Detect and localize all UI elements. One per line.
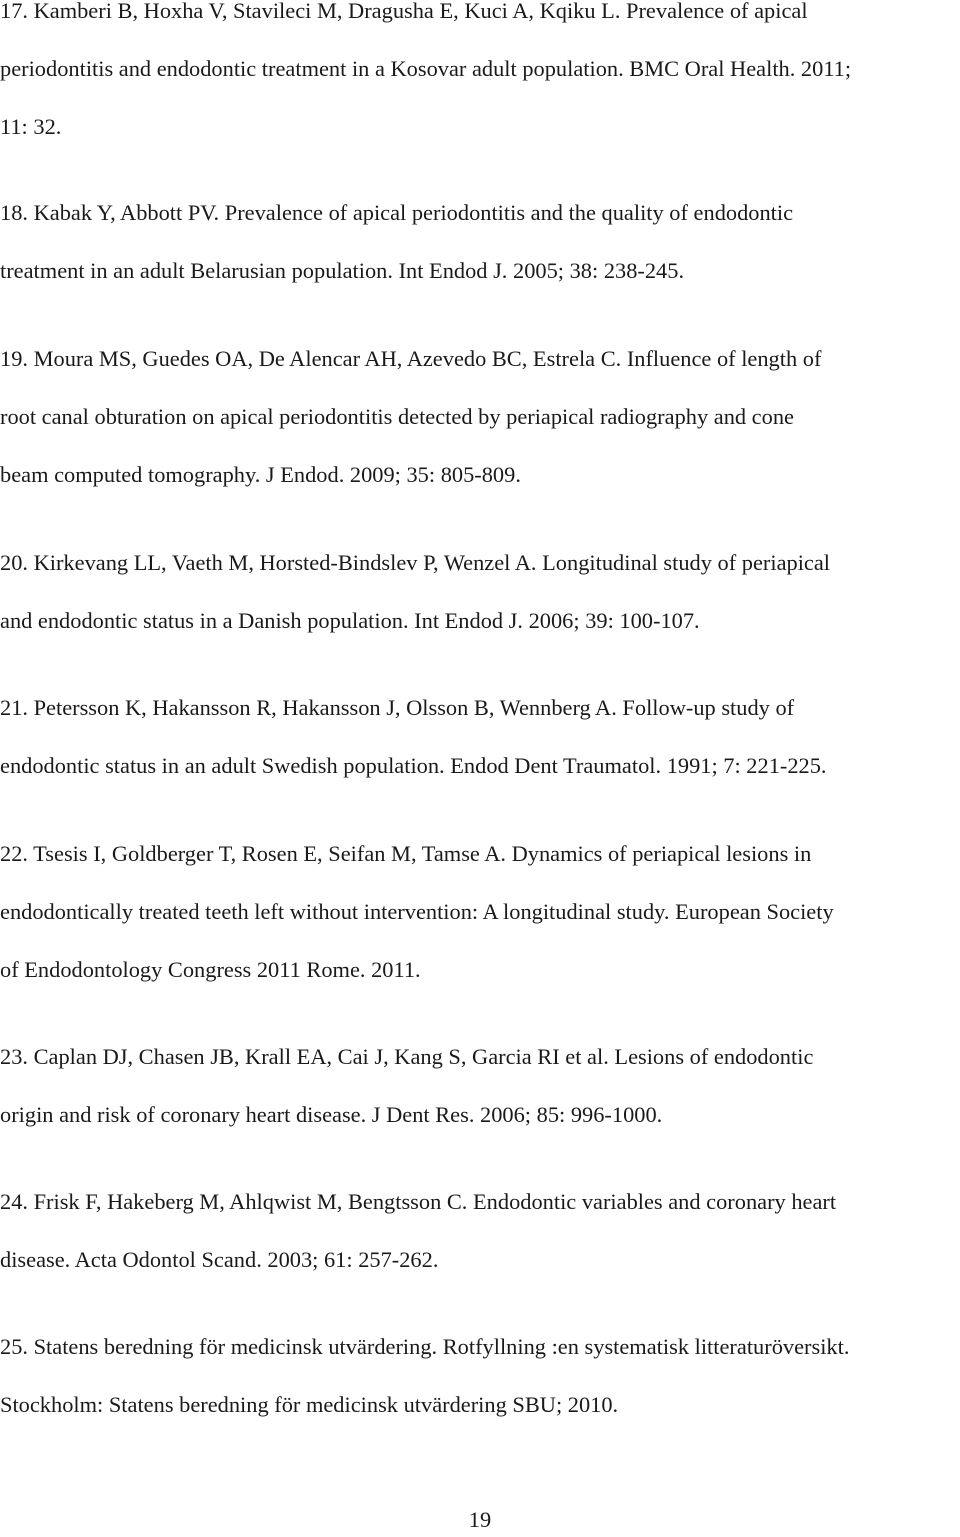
reference-line: 24. Frisk F, Hakeberg M, Ahlqwist M, Bengtsson C. Endodontic variables and coronary heart — [0, 1189, 837, 1214]
reference-17 — [0, 0, 960, 156]
reference-line: root canal obturation on apical periodontitis detected by periapical radiography and cone — [0, 404, 794, 429]
reference-20 — [0, 534, 960, 650]
reference-line: 17. Kamberi B, Hoxha V, Stavileci M, Dragusha E, Kuci A, Kqiku L. Prevalence of apical — [0, 0, 808, 23]
reference-line: 11: 32. — [0, 114, 62, 139]
reference-line: 22. Tsesis I, Goldberger T, Rosen E, Seifan M, Tamse A. Dynamics of periapical lesions in — [0, 841, 812, 866]
reference-line: endodontically treated teeth left without intervention: A longitudinal study. European Society — [0, 899, 834, 924]
reference-line: Stockholm: Statens beredning för medicinsk utvärdering SBU; 2010. — [0, 1392, 619, 1417]
reference-line: endodontic status in an adult Swedish population. Endod Dent Traumatol. 1991; 7: 221-225. — [0, 753, 827, 778]
reference-line: 23. Caplan DJ, Chasen JB, Krall EA, Cai J, Kang S, Garcia RI et al. Lesions of endodontic — [0, 1044, 814, 1069]
reference-19 — [0, 330, 960, 504]
reference-line: 25. Statens beredning för medicinsk utvärdering. Rotfyllning :en systematisk litteraturöversikt. — [0, 1334, 850, 1359]
reference-line: treatment in an adult Belarusian population. Int Endod J. 2005; 38: 238-245. — [0, 258, 685, 283]
reference-18 — [0, 184, 960, 300]
reference-line: disease. Acta Odontol Scand. 2003; 61: 257-262. — [0, 1247, 439, 1272]
reference-25 — [0, 1318, 960, 1434]
reference-23 — [0, 1028, 960, 1144]
reference-line: 18. Kabak Y, Abbott PV. Prevalence of apical periodontitis and the quality of endodontic — [0, 200, 794, 225]
reference-22 — [0, 825, 960, 999]
reference-line: 21. Petersson K, Hakansson R, Hakansson J, Olsson B, Wennberg A. Follow-up study of — [0, 695, 795, 720]
page-number: 19 — [468, 1507, 492, 1532]
reference-line: 20. Kirkevang LL, Vaeth M, Horsted-Bindslev P, Wenzel A. Longitudinal study of periapical — [0, 550, 831, 575]
reference-24 — [0, 1173, 960, 1289]
reference-line: beam computed tomography. J Endod. 2009; 35: 805-809. — [0, 462, 521, 487]
reference-line: periodontitis and endodontic treatment in a Kosovar adult population. BMC Oral Health. 2011; — [0, 56, 852, 81]
reference-21 — [0, 679, 960, 795]
reference-line: of Endodontology Congress 2011 Rome. 2011. — [0, 957, 421, 982]
reference-line: origin and risk of coronary heart disease. J Dent Res. 2006; 85: 996-1000. — [0, 1102, 663, 1127]
reference-line: 19. Moura MS, Guedes OA, De Alencar AH, Azevedo BC, Estrela C. Influence of length of — [0, 346, 822, 371]
reference-line: and endodontic status in a Danish population. Int Endod J. 2006; 39: 100-107. — [0, 608, 700, 633]
